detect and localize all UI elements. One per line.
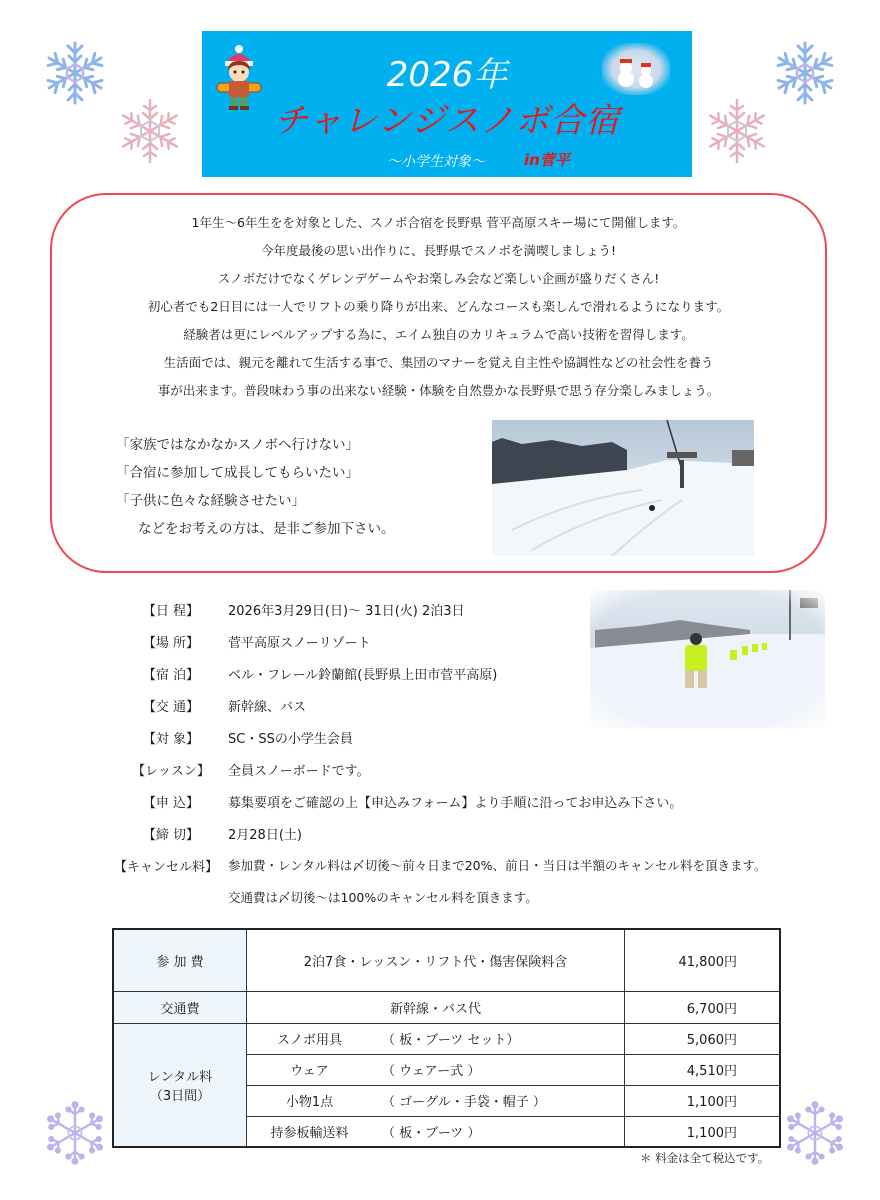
header-banner xyxy=(202,31,692,177)
detail-label: 【申 込】 xyxy=(142,796,200,811)
detail-value: 2月28日(土) xyxy=(228,828,302,843)
detail-label: 【日 程】 xyxy=(142,604,200,619)
fees-table xyxy=(112,928,781,1148)
detail-value: 新幹線、バス xyxy=(228,700,307,715)
detail-label: 【交 通】 xyxy=(142,700,200,715)
rental-head-label: レンタル料 xyxy=(147,1069,213,1085)
fee-price: 4,510円 xyxy=(625,1054,781,1085)
fee-price: 41,800円 xyxy=(625,929,781,991)
snowflake-icon xyxy=(40,38,110,108)
rental-item: 小物1点 xyxy=(247,1085,373,1116)
intro-box xyxy=(50,193,827,573)
rental-head xyxy=(113,1023,247,1147)
intro-line: 1年生～6年生をを対象とした、スノボ合宿を長野県 菅平高原スキー場にて開催します。 xyxy=(191,215,686,230)
detail-value: ベル・フレール鈴蘭館(長野県上田市菅平高原) xyxy=(228,668,498,683)
detail-value: SC・SSの小学生会員 xyxy=(228,732,353,747)
rental-item: 持参板輸送料 xyxy=(247,1116,373,1147)
intro-line: 事が出来ます。普段味わう事の出来ない経験・体験を自然豊かな長野県で思う存分楽しみましょう。 xyxy=(157,383,720,398)
rental-item: ウェア xyxy=(247,1054,373,1085)
detail-label: 【宿 泊】 xyxy=(142,668,200,683)
snowmen-photo xyxy=(602,43,670,95)
fee-price: 6,700円 xyxy=(625,991,781,1023)
kids-skiing-photo xyxy=(590,590,825,728)
detail-label: 【レッスン】 xyxy=(132,764,210,779)
snowflake-icon xyxy=(115,96,185,166)
detail-value: 参加費・レンタル料は〆切後～前々日まで20%、前日・当日は半額のキャンセル料を頂きます。 xyxy=(228,858,767,873)
rental-item: スノボ用具 xyxy=(247,1023,373,1054)
detail-label: 【対 象】 xyxy=(142,732,200,747)
page-title: チャレンジスノボ合宿 xyxy=(273,101,621,141)
quote-line: 「家族ではなかなかスノボへ行けない」 xyxy=(116,437,359,453)
rental-detail: （ ゴーグル・手袋・帽子 ） xyxy=(372,1085,625,1116)
header-location: in菅平 xyxy=(524,151,570,169)
detail-label: 【場 所】 xyxy=(142,636,200,651)
table-row xyxy=(113,929,780,991)
table-row xyxy=(113,991,780,1023)
rental-head-duration: （3日間） xyxy=(149,1088,211,1104)
detail-label: 【締 切】 xyxy=(142,828,200,843)
snowflake-icon xyxy=(782,1100,848,1166)
fee-price: 1,100円 xyxy=(625,1085,781,1116)
detail-value: 菅平高原スノーリゾート xyxy=(228,636,371,651)
intro-line: 初心者でも2日目には一人でリフトの乗り降りが出来、どんなコースも楽しんで滑れるようになります。 xyxy=(147,299,730,314)
quote-line: 「合宿に参加して成長してもらいたい」 xyxy=(116,465,359,481)
header-subtitle: ～小学生対象～ xyxy=(387,154,485,170)
rental-detail: （ 板・ブーツ セット） xyxy=(372,1023,625,1054)
quote-line: 「子供に色々な経験させたい」 xyxy=(116,493,305,509)
intro-line: 今年度最後の思い出作りに、長野県でスノボを満喫しましょう! xyxy=(260,243,616,258)
intro-line: スノボだけでなくゲレンデゲームやお楽しみ会など楽しい企画が盛りだくさん! xyxy=(217,271,660,286)
table-row xyxy=(113,1023,780,1054)
fee-head: 交通費 xyxy=(113,991,247,1023)
snowflake-icon xyxy=(42,1100,108,1166)
fee-head: 参 加 費 xyxy=(113,929,247,991)
header-year: 2026年 xyxy=(386,55,508,95)
intro-line: 経験者は更にレベルアップする為に、エイム独自のカリキュラムで高い技術を習得します。 xyxy=(183,327,694,342)
rental-detail: （ 板・ブーツ ） xyxy=(372,1116,625,1147)
fee-desc: 新幹線・バス代 xyxy=(247,991,625,1023)
rental-detail: （ ウェアー式 ） xyxy=(372,1054,625,1085)
closing-line: などをお考えの方は、是非ご参加下さい。 xyxy=(138,521,395,537)
detail-label: 【キャンセル料】 xyxy=(113,860,218,875)
fee-desc: 2泊7食・レッスン・リフト代・傷害保険料含 xyxy=(247,929,625,991)
snowflake-icon xyxy=(770,38,840,108)
detail-value: 募集要項をご確認の上【申込みフォーム】より手順に沿ってお申込み下さい。 xyxy=(228,796,683,811)
detail-value: 全員スノーボードです。 xyxy=(228,764,370,779)
snowflake-icon xyxy=(702,96,772,166)
ski-slope-photo xyxy=(492,420,754,556)
detail-value: 2026年3月29日(日)～ 31日(火) 2泊3日 xyxy=(228,604,465,619)
intro-line: 生活面では、親元を離れて生活する事で、集団のマナーを覚え自主性や協調性などの社会性を養う xyxy=(163,355,714,370)
fee-price: 1,100円 xyxy=(625,1116,781,1147)
tax-note: ＊ 料金は全て税込です。 xyxy=(640,1151,770,1165)
detail-value: 交通費は〆切後～は100%のキャンセル料を頂きます。 xyxy=(228,890,538,905)
fee-price: 5,060円 xyxy=(625,1023,781,1054)
